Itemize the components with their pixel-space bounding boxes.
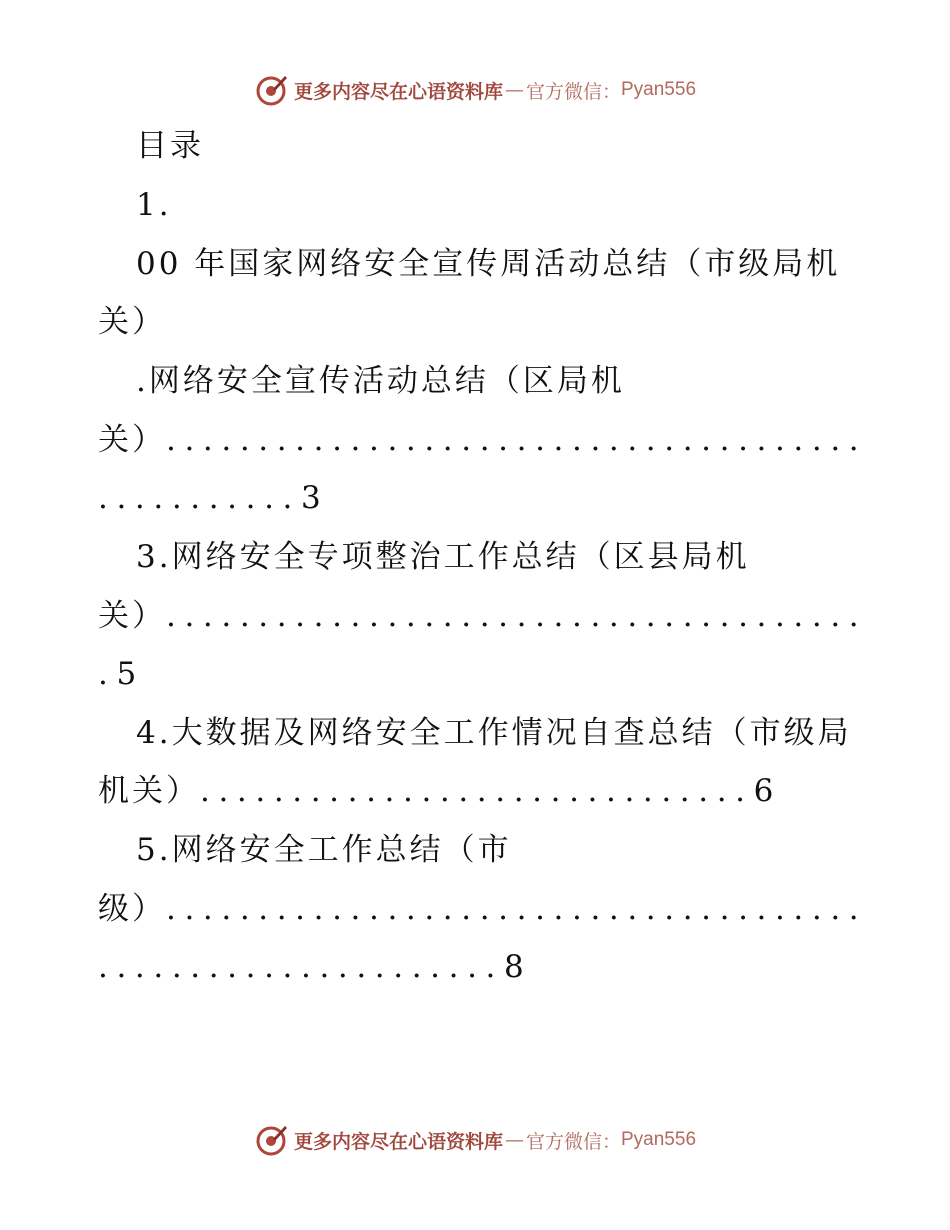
- toc-title: 目录: [136, 128, 204, 164]
- watermark-brand: 更多内容尽在心语资料库: [293, 80, 503, 103]
- toc-item2-line2: [98, 416, 867, 464]
- toc-item3-line3: [98, 650, 139, 698]
- header-watermark: [0, 68, 950, 112]
- watermark-account: Pyan556: [621, 79, 697, 100]
- toc-item4-text: 机关）: [98, 773, 200, 809]
- toc-item4-line1: 4.大数据及网络安全工作情况自查总结（市级局: [136, 715, 852, 751]
- toc-item5-line1: 5.网络安全工作总结（市: [136, 832, 512, 868]
- toc-item5-page: 8: [504, 949, 527, 985]
- pen-logo-icon: [254, 73, 288, 107]
- watermark-dash: —: [504, 79, 524, 101]
- toc-item3-leader-cont: .: [98, 656, 117, 692]
- footer-watermark: [0, 1118, 950, 1162]
- toc-item4-line2: [98, 767, 776, 815]
- toc-item5-line2: [98, 885, 867, 933]
- watermark-account: Pyan556: [621, 1129, 697, 1150]
- toc-item2-page: 3: [301, 480, 324, 516]
- toc-item5-line3: [98, 943, 527, 991]
- pen-logo-icon: [254, 1123, 288, 1157]
- toc-item2-leader-cont: ...........: [98, 480, 301, 516]
- toc-item3-text: 关）: [98, 598, 166, 634]
- toc-item2-leader: ......................................: [166, 422, 868, 458]
- watermark-brand: 更多内容尽在心语资料库: [293, 1130, 503, 1153]
- toc-item1-line2: 关）: [98, 304, 166, 340]
- toc-item5-leader: ......................................: [166, 891, 868, 927]
- toc-item1-number: 1.: [136, 187, 172, 223]
- toc-item4-page: 6: [753, 773, 777, 809]
- toc-item2-text: 关）: [98, 422, 166, 458]
- toc-item5-text: 级）: [98, 891, 166, 927]
- toc-item3-line1: 3.网络安全专项整治工作总结（区县局机: [136, 539, 750, 575]
- toc-item2-line1: .网络安全宣传活动总结（区局机: [136, 363, 625, 399]
- toc-item3-leader: ......................................: [166, 598, 868, 634]
- toc-item3-line2: [98, 592, 867, 640]
- toc-item4-leader: ..............................: [200, 773, 754, 809]
- toc-item5-leader-cont: ......................: [98, 949, 504, 985]
- toc-item3-page: 5: [116, 656, 140, 692]
- toc-item2-line3: [98, 474, 324, 522]
- watermark-official: 官方微信：: [525, 80, 621, 103]
- watermark-dash: —: [504, 1129, 524, 1151]
- watermark-official: 官方微信：: [525, 1130, 621, 1153]
- toc-item1-line1: 00 年国家网络安全宣传周活动总结（市级局机: [136, 246, 841, 282]
